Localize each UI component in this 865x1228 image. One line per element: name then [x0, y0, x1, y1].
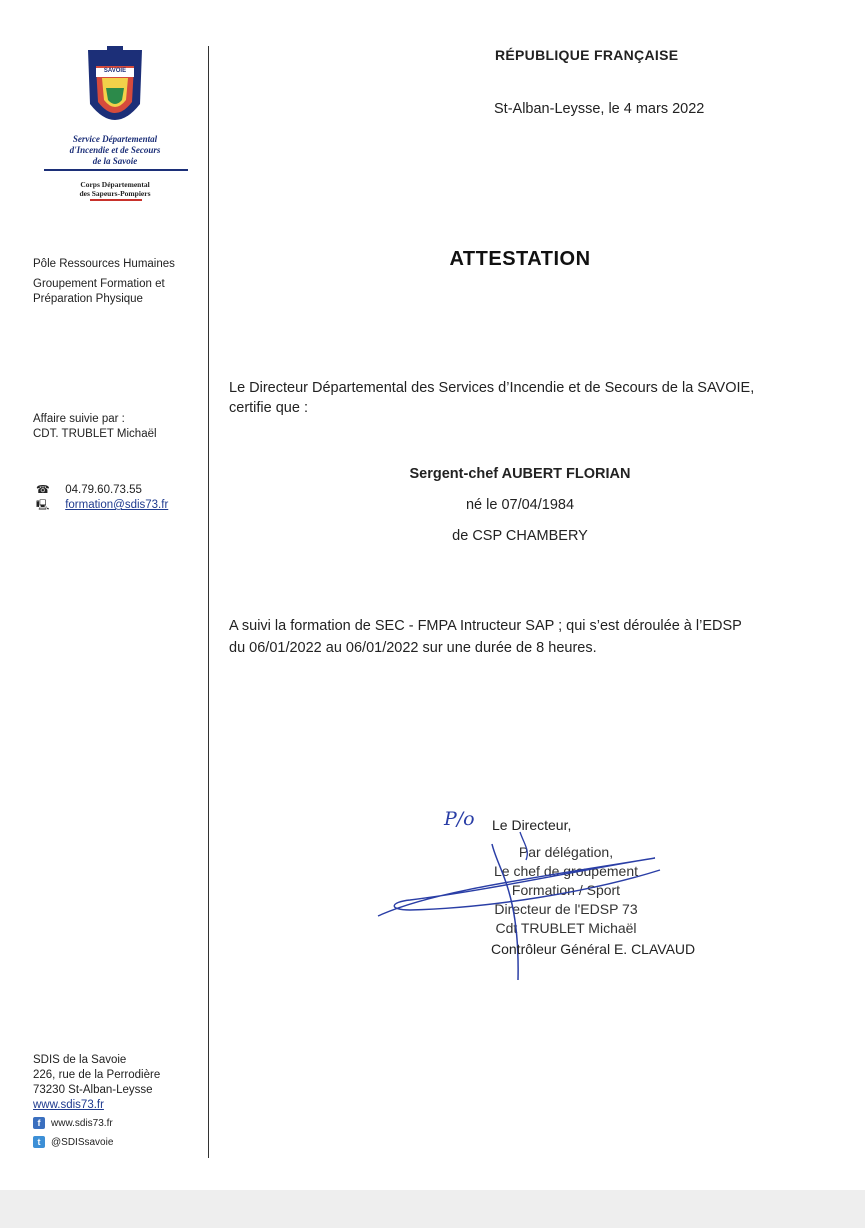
stamp-line2: Le chef de groupement [494, 863, 638, 879]
origin: de CSP CHAMBERY [452, 528, 588, 544]
facebook-text: www.sdis73.fr [51, 1118, 113, 1129]
le-directeur: Le Directeur, [492, 817, 572, 833]
sdis-logo [40, 44, 190, 204]
address-line1: SDIS de la Savoie [33, 1054, 127, 1066]
republic-header: RÉPUBLIQUE FRANÇAISE [495, 47, 679, 63]
phone-row [36, 483, 206, 498]
crest-label: SAVOIE [103, 68, 127, 74]
signature-scribble [370, 830, 680, 990]
logo-line1: Service Départemental [72, 134, 158, 144]
pole-label: Pôle Ressources Humaines [33, 258, 175, 270]
computer-icon: 🖳 [36, 500, 50, 511]
stamp-line4: Directeur de l'EDSP 73 [494, 901, 638, 917]
affaire-name: CDT. TRUBLET Michaël [33, 428, 157, 440]
address-line2: 226, rue de la Perrodière [33, 1069, 161, 1081]
stamp-line3: Formation / Sport [511, 882, 621, 898]
facebook-icon: f [33, 1117, 45, 1129]
twitter-icon: t [33, 1136, 45, 1148]
email-link[interactable]: formation@sdis73.fr [65, 499, 169, 511]
twitter-text: @SDISsavoie [51, 1137, 114, 1148]
website-link[interactable]: www.sdis73.fr [33, 1099, 104, 1111]
phone-number: 04.79.60.73.55 [65, 484, 142, 496]
address-line3: 73230 St-Alban-Leysse [33, 1084, 153, 1096]
twitter-row[interactable] [33, 1135, 203, 1150]
intro-line2: certifie que : [229, 400, 308, 416]
logo-line2: d'Incendie et de Secours [69, 145, 161, 155]
logo-line3: de la Savoie [92, 156, 138, 166]
logo-divider [44, 169, 188, 171]
crest-icon [40, 44, 190, 144]
logo-sub1: Corps Départemental [80, 180, 150, 189]
controleur-general: Contrôleur Général E. CLAVAUD [491, 941, 696, 957]
birth-date: né le 07/04/1984 [465, 497, 575, 513]
groupement-line1: Groupement Formation et [33, 278, 165, 290]
handwritten-pio: P/o [444, 808, 475, 830]
body-line1: A suivi la formation de SEC - FMPA Intructeur SAP ; qui s’est déroulée à l’EDSP [229, 618, 742, 634]
body-line2: du 06/01/2022 au 06/01/2022 sur une durée de 8 heures. [229, 640, 597, 656]
intro-line1: Le Directeur Départemental des Services d’Incendie et de Secours de la SAVOIE, [229, 380, 755, 396]
stamp-line1: Par délégation, [518, 844, 614, 860]
facebook-row[interactable] [33, 1116, 203, 1131]
person-name: Sergent-chef AUBERT FLORIAN [409, 466, 631, 482]
groupement-line2: Préparation Physique [33, 293, 143, 305]
affaire-label: Affaire suivie par : [33, 413, 125, 425]
sidebar-divider [208, 46, 209, 1158]
logo-sub2: des Sapeurs-Pompiers [79, 189, 151, 198]
phone-icon: ☎ [36, 484, 50, 496]
page-title: ATTESTATION [449, 248, 591, 270]
place-date: St-Alban-Leysse, le 4 mars 2022 [494, 101, 705, 117]
page-bottom-margin [0, 1190, 865, 1228]
logo-red-underline [90, 199, 142, 201]
stamp-line5: Cdt TRUBLET Michaël [495, 920, 637, 936]
email-row [36, 498, 206, 513]
